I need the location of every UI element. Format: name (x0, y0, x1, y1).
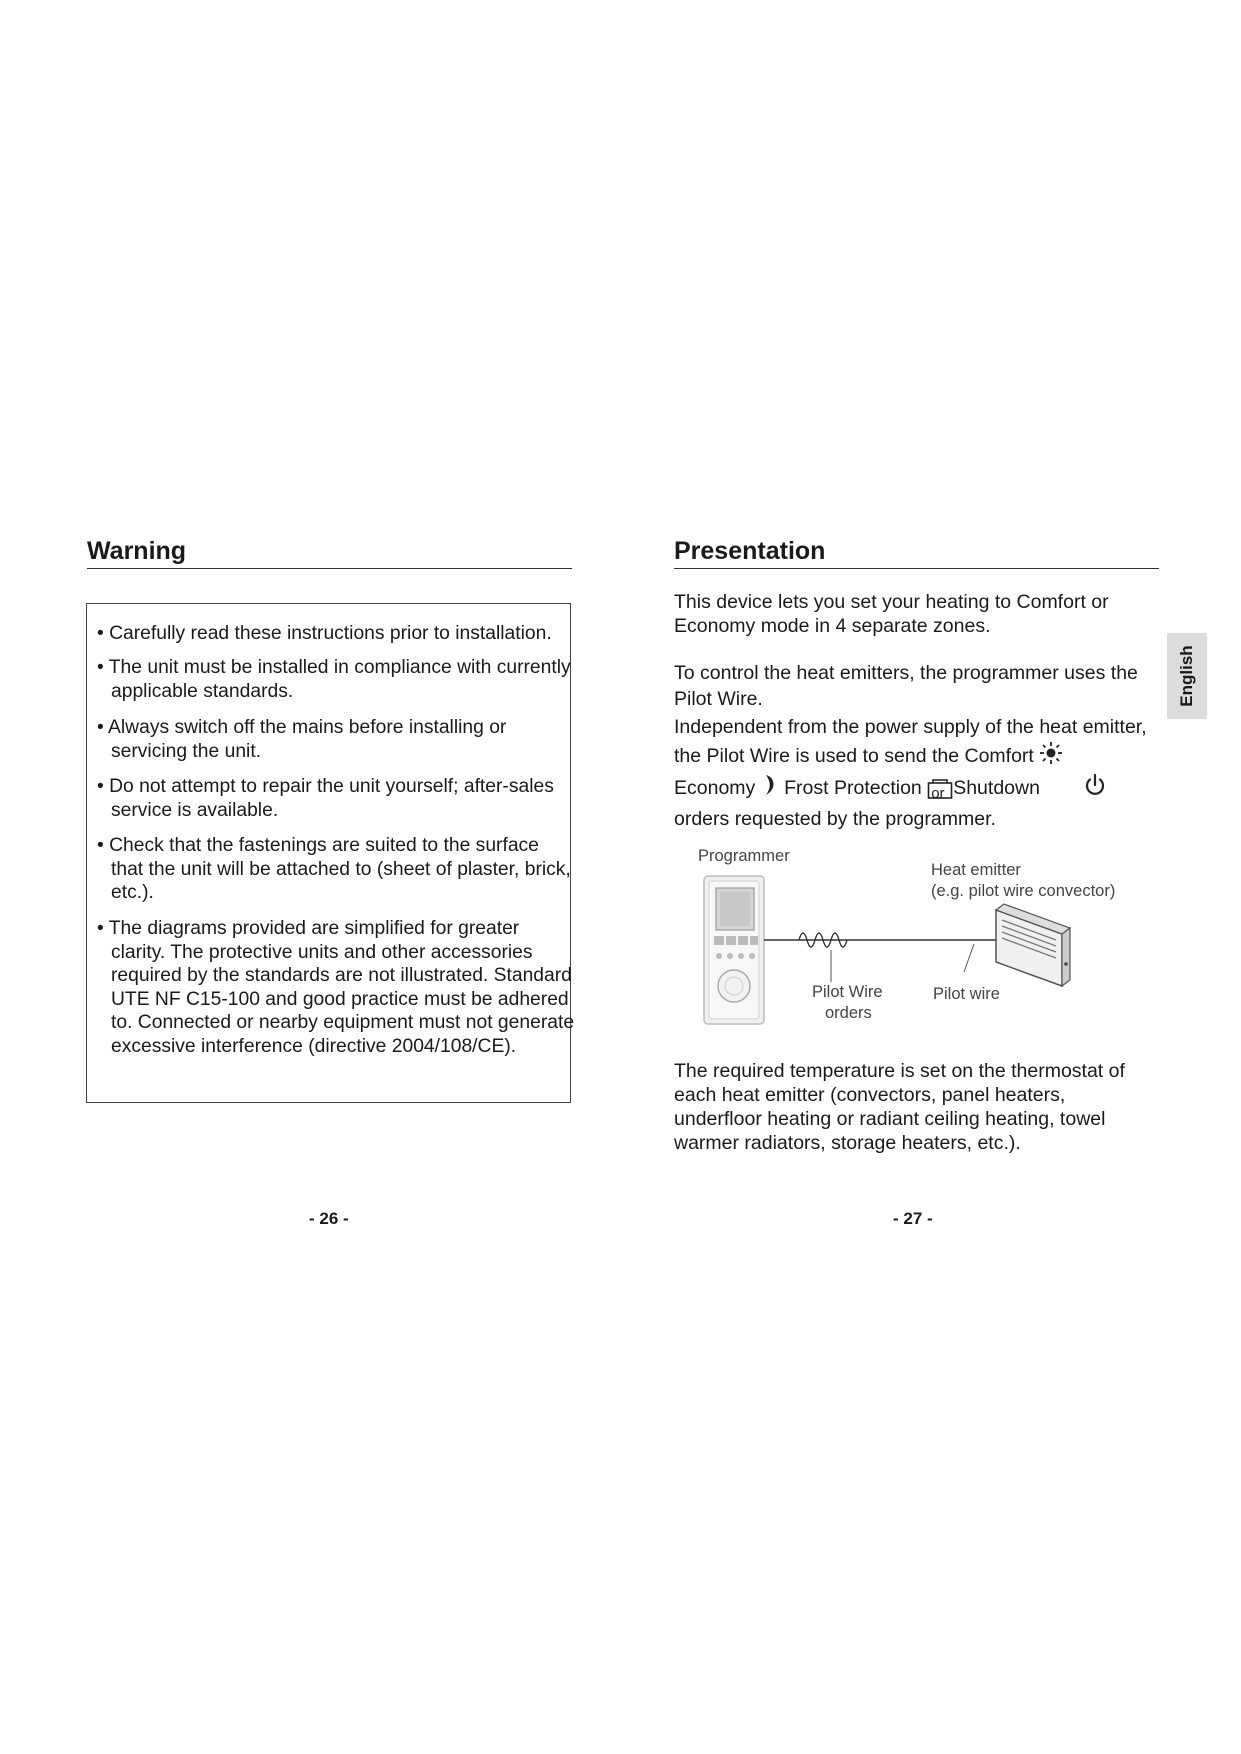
or-label: or (931, 785, 945, 802)
warning-item: • The unit must be installed in compliance with currently applicable standards. (97, 657, 571, 702)
warning-item: • The diagrams provided are simplified for greater clarity. The protective units and other accessories required by the standards are not illustrated. Standard UTE NF C15-100 and good practice must be adhered to. Connected or nearby equipment must not generate excessive interference (directive 2004/108/CE). (97, 918, 575, 1057)
warning-item: • Carefully read these instructions prior to installation. (97, 623, 552, 644)
page-number-left: - 26 - (309, 1209, 349, 1228)
language-tab[interactable] (1167, 633, 1207, 719)
pilot-wire-orders-label: Pilot Wire (812, 983, 883, 1001)
orders-text-b: Economy (674, 777, 756, 800)
warning-heading: Warning (87, 537, 572, 569)
heat-emitter-device (996, 904, 1070, 986)
orders-text-e: orders requested by the programmer. (674, 808, 996, 830)
power-icon (1083, 773, 1107, 805)
thermostat-paragraph: The required temperature is set on the thermostat of each heat emitter (convectors, panel heaters, underfloor heating or radiant ceiling heating, towel warmer radiators, storage heaters, etc.). (674, 1060, 1125, 1154)
pilot-wire-label: Pilot wire (933, 985, 1000, 1003)
sun-icon (1039, 741, 1063, 773)
pilot-wire-orders-label-2: orders (825, 1004, 872, 1022)
presentation-heading: Presentation (674, 537, 1159, 569)
programmer-device (704, 876, 764, 1024)
orders-text-c: Frost Protection (784, 777, 922, 800)
page-number-right: - 27 - (893, 1209, 933, 1228)
pilot-wire-paragraph: To control the heat emitters, the programmer uses the Pilot Wire. (674, 662, 1138, 710)
warning-item: • Do not attempt to repair the unit yourself; after-sales service is available. (97, 776, 554, 821)
pilot-wire-diagram (674, 846, 1154, 1026)
warning-item: • Always switch off the mains before installing or servicing the unit. (97, 717, 507, 762)
orders-text-a: Independent from the power supply of the heat emitter, the Pilot Wire is used to send the Comfort (674, 716, 1147, 768)
moon-icon (761, 774, 779, 804)
language-tab-label: English (1177, 645, 1196, 707)
warning-box (86, 603, 575, 1103)
orders-paragraph (674, 713, 1164, 833)
warning-item: • Check that the fastenings are suited to the surface that the unit will be attached to (sheet of plaster, brick, etc.). (97, 835, 571, 903)
intro-paragraph: This device lets you set your heating to Comfort or Economy mode in 4 separate zones. (674, 591, 1109, 637)
frost-protection-icon (927, 778, 953, 800)
programmer-label: Programmer (698, 847, 790, 865)
heat-emitter-label: Heat emitter (931, 861, 1021, 879)
orders-text-d: Shutdown (953, 777, 1040, 800)
heat-emitter-example: (e.g. pilot wire convector) (931, 882, 1116, 900)
